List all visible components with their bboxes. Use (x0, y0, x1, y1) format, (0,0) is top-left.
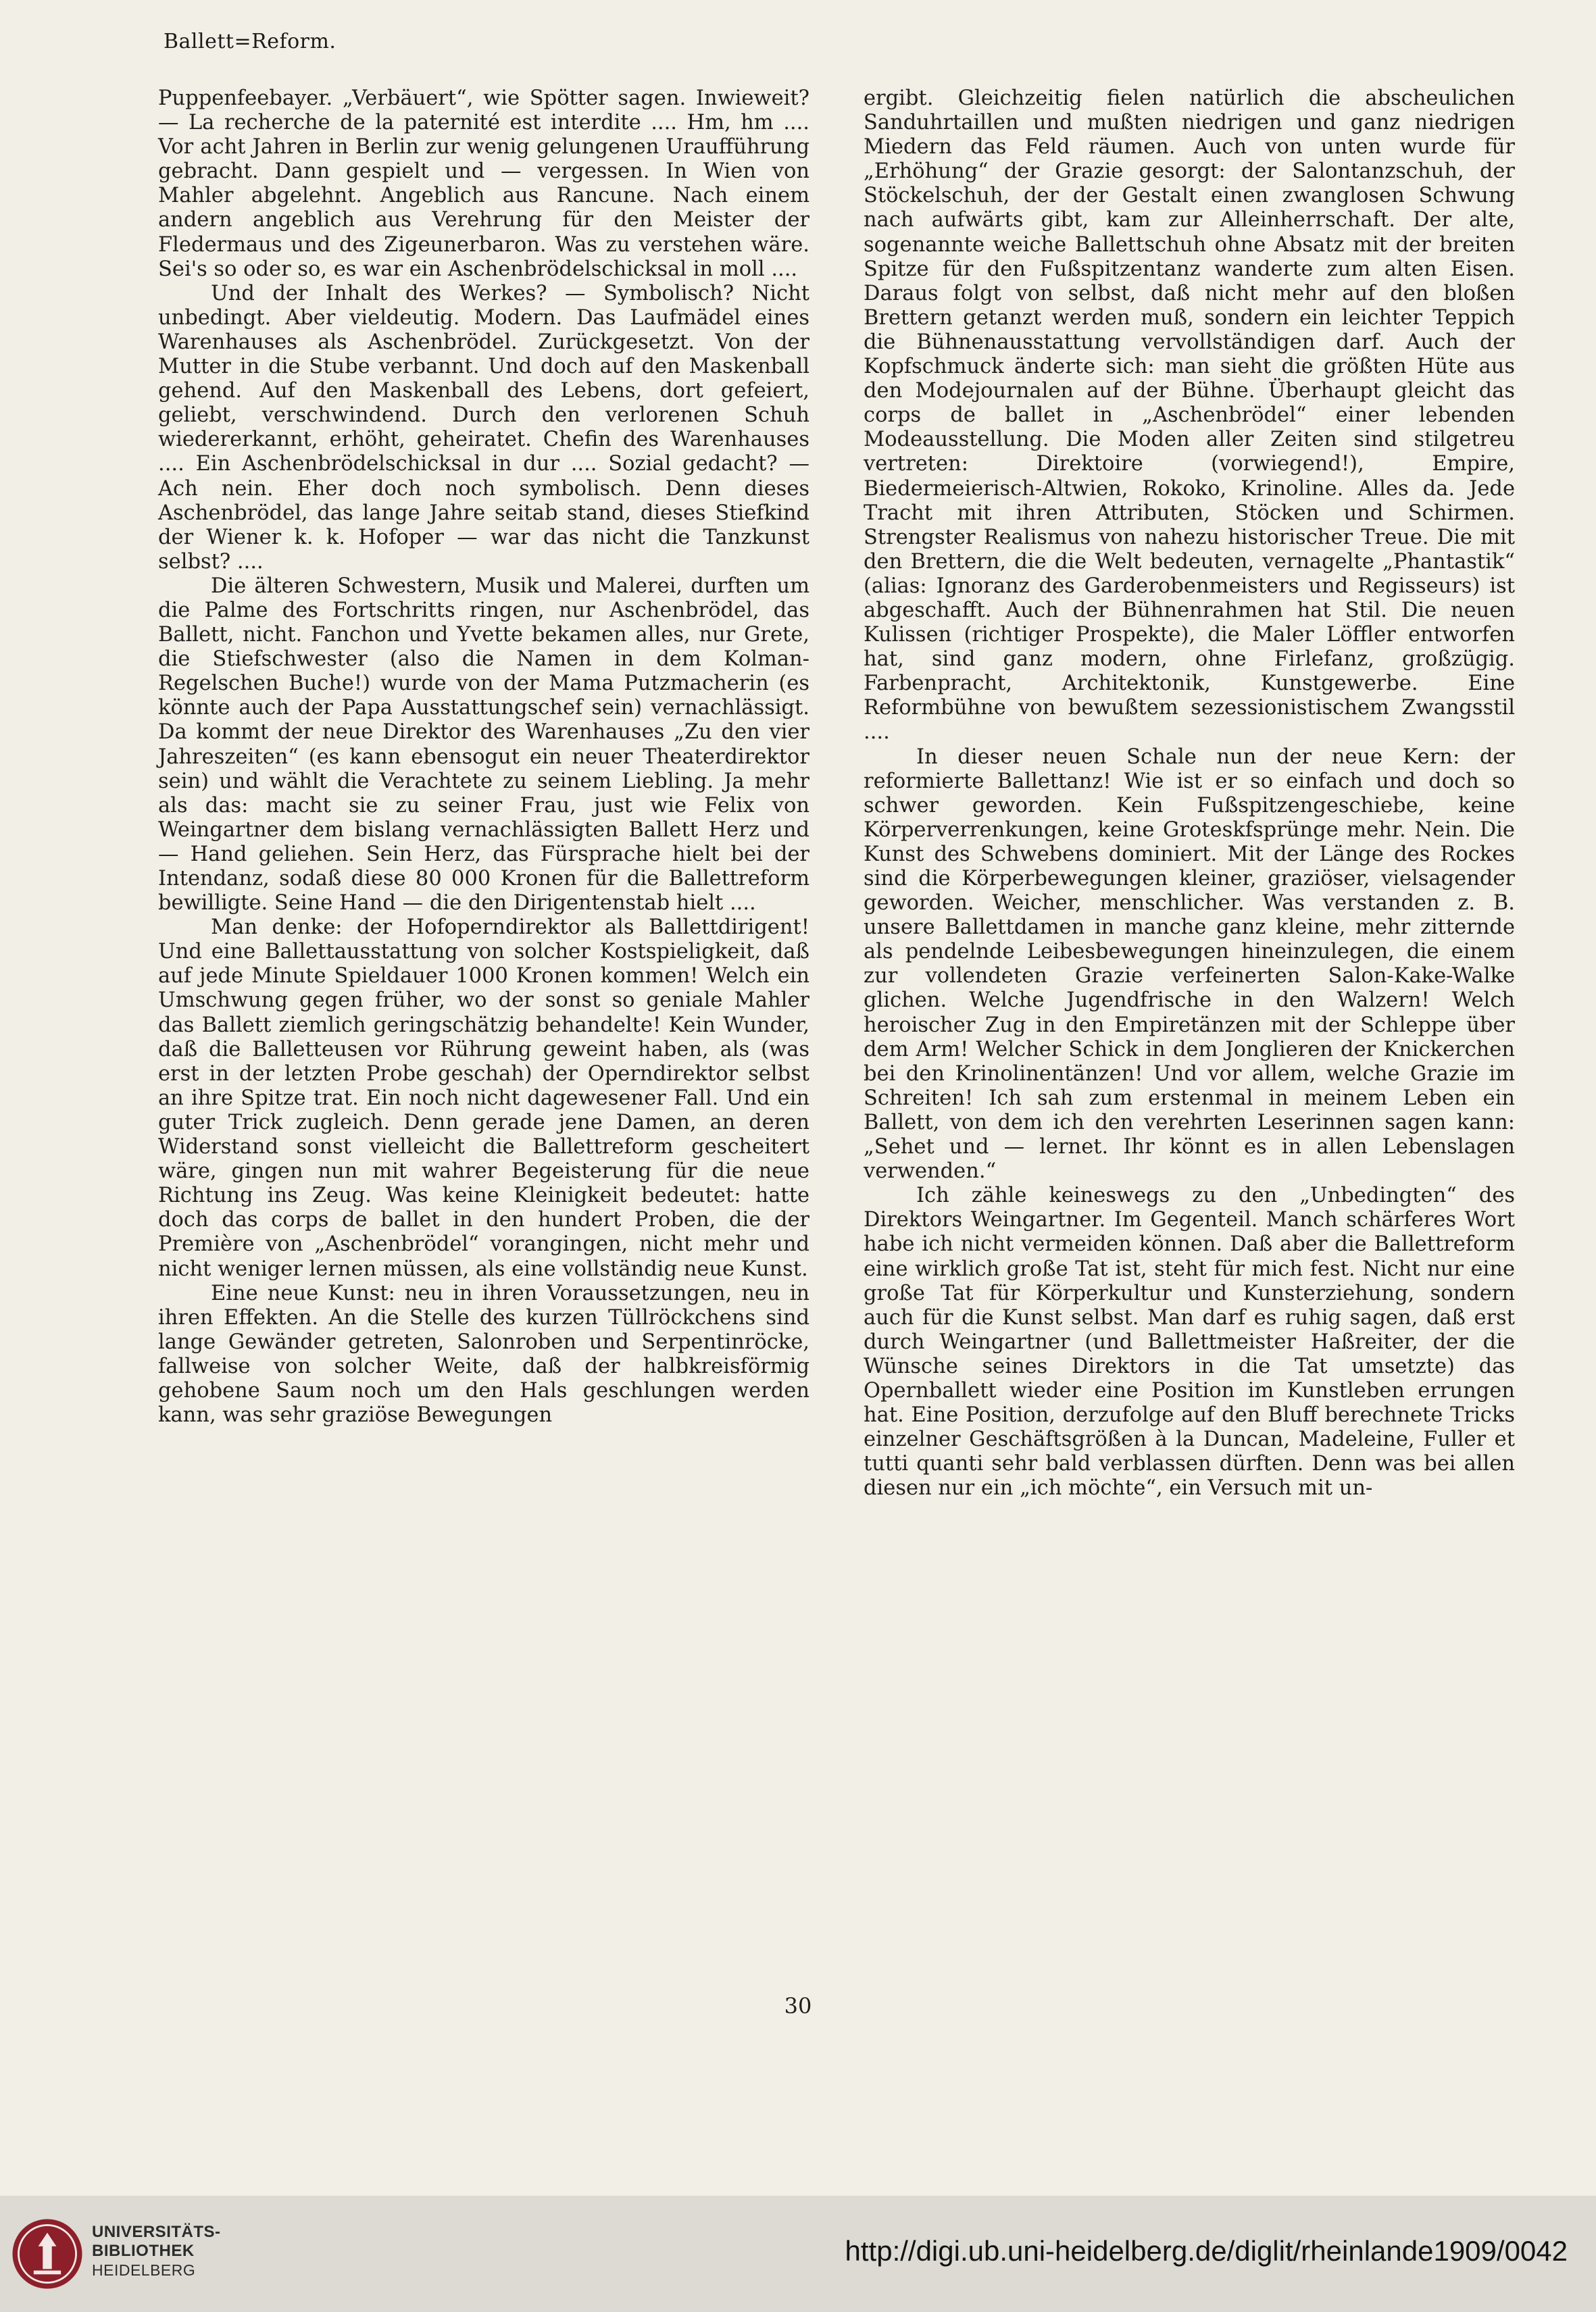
library-city: HEIDELBERG (92, 2261, 196, 2279)
university-seal-icon (9, 2216, 85, 2292)
running-title: Ballett=Reform. (164, 30, 336, 53)
permalink-url[interactable]: http://digi.ub.uni-heidelberg.de/diglit/rheinlande1909/0042 (845, 2235, 1568, 2267)
library-name-line: BIBLIOTHEK (92, 2242, 195, 2260)
paragraph: ergibt. Gleichzeitig fielen natürlich die abscheulichen Sanduhrtaillen und mußten niedrigen und ganz niedrigen Miedern das Feld räumen. Auch von unten wurde für „Erhöhung“ der Grazie gesorgt: der Salontanzschuh, der Stöckelschuh, der der Gestalt einen zwanglosen Schwung nach aufwärts gibt, kam zur Alleinherrschaft. Der alte, sogenannte weiche Ballettschuh ohne Absatz mit der breiten Spitze für den Fußspitzentanz wanderte zum alten Eisen. Daraus folgt von selbst, daß nicht mehr auf den bloßen Brettern getanzt werden muß, sondern ein leichter Teppich die Bühnenausstattung vervollständigen darf. Auch der Kopfschmuck änderte sich: man sieht die größten Hüte aus den Modejournalen auf der Bühne. Überhaupt gleicht das corps de ballet in „Aschenbrödel“ einer lebenden Modeausstellung. Die Moden aller Zeiten sind stilgetreu vertreten: Direktoire (vorwiegend!), Empire, Biedermeierisch-Altwien, Rokoko, Krinoline. Alles da. Jede Tracht mit ihren Attributen, Stöcken und Schirmen. Strengster Realismus von nahezu historischer Treue. Die mit den Brettern, die die Welt bedeuten, vernagelte „Phantastik“ (alias: Ignoranz des Garderobenmeisters und Regisseurs) ist abgeschafft. Auch der Bühnenrahmen hat Stil. Die neuen Kulissen (richtiger Prospekte), die Maler Löffler entworfen hat, sind ganz modern, ohne Firlefanz, großzügig. Farbenpracht, Architektonik, Kunstgewerbe. Eine Reformbühne von bewußtem sezessionistischem Zwangsstil .... (864, 86, 1515, 745)
left-text-column (158, 86, 809, 1428)
library-name-line: UNIVERSITÄTS- (92, 2223, 221, 2241)
right-text-column (864, 86, 1515, 1501)
page-number: 30 (784, 1993, 812, 2019)
library-footer (0, 2196, 1596, 2312)
paragraph: Die älteren Schwestern, Musik und Malerei, durften um die Palme des Fortschritts ringen, nur Aschenbrödel, das Ballett, nicht. Fanchon und Yvette bekamen alles, nur Grete, die Stiefschwester (also die Namen in dem Kolman-Regelschen Buche!) wurde von der Mama Putzmacherin (es könnte auch der Papa Ausstattungschef sein) vernachlässigt. Da kommt der neue Direktor des Warenhauses „Zu den vier Jahreszeiten“ (es kann ebensogut ein neuer Theaterdirektor sein) und wählt die Verachtete zu seinem Liebling. Ja mehr als das: macht sie zu seiner Frau, just wie Felix von Weingartner dem bislang vernachlässigten Ballett Herz und — Hand geliehen. Sein Herz, das Fürsprache hielt bei der Intendanz, sodaß diese 80 000 Kronen für die Ballettreform bewilligte. Seine Hand — die den Dirigentenstab hielt .... (158, 574, 809, 915)
paragraph: Puppenfeebayer. „Verbäuert“, wie Spötter sagen. Inwieweit? — La recherche de la paternité est interdite .... Hm, hm .... Vor acht Jahren in Berlin zur wenig gelungenen Uraufführung gebracht. Dann gespielt und — vergessen. In Wien von Mahler abgelehnt. Angeblich aus Rancune. Nach einem andern angeblich aus Verehrung für den Meister der Fledermaus und des Zigeunerbaron. Was zu verstehen wäre. Sei's so oder so, es war ein Aschenbrödelschicksal in moll .... (158, 86, 809, 281)
paragraph: Eine neue Kunst: neu in ihren Voraussetzungen, neu in ihren Effekten. An die Stelle des kurzen Tüllröckchens sind lange Gewänder getreten, Salonroben und Serpentinröcke, fallweise von solcher Weite, daß der halbkreisförmig gehobene Saum noch um den Hals geschlungen werden kann, was sehr graziöse Bewegungen (158, 1281, 809, 1428)
paragraph: Man denke: der Hofoperndirektor als Ballettdirigent! Und eine Ballettausstattung von solcher Kostspieligkeit, daß auf jede Minute Spieldauer 1000 Kronen kommen! Welch ein Umschwung gegen früher, wo der sonst so geniale Mahler das Ballett ziemlich geringschätzig behandelte! Kein Wunder, daß die Balletteusen vor Rührung geweint haben, als (was erst in der letzten Probe geschah) der Operndirektor selbst an ihre Spitze trat. Ein noch nicht dagewesener Fall. Und ein guter Trick zugleich. Denn gerade jene Damen, an deren Widerstand sonst vielleicht die Ballettreform gescheitert wäre, gingen nun mit wahrer Begeisterung für die neue Richtung ins Zeug. Was keine Kleinigkeit bedeutet: hatte doch das corps de ballet in den hundert Proben, die der Première von „Aschenbrödel“ vorangingen, nicht mehr und nicht weniger lernen müssen, als eine vollständig neue Kunst. (158, 915, 809, 1281)
paragraph: Und der Inhalt des Werkes? — Symbolisch? Nicht unbedingt. Aber vieldeutig. Modern. Das Laufmädel eines Warenhauses als Aschenbrödel. Zurückgesetzt. Von der Mutter in die Stube verbannt. Und doch auf den Maskenball gehend. Auf den Maskenball des Lebens, dort gefeiert, geliebt, verschwindend. Durch den verlorenen Schuh wiedererkannt, erhöht, geheiratet. Chefin des Warenhauses .... Ein Aschenbrödelschicksal in dur .... Sozial gedacht? — Ach nein. Eher doch noch symbolisch. Denn dieses Aschenbrödel, das lange Jahre seitab stand, dieses Stiefkind der Wiener k. k. Hofoper — war das nicht die Tanzkunst selbst? .... (158, 281, 809, 574)
paragraph: In dieser neuen Schale nun der neue Kern: der reformierte Ballettanz! Wie ist er so einfach und doch so schwer geworden. Kein Fußspitzengeschiebe, keine Körperverrenkungen, keine Groteskfsprünge mehr. Nein. Die Kunst des Schwebens dominiert. Mit der Länge des Rockes sind die Körperbewegungen kleiner, graziöser, vielsagender geworden. Weicher, menschlicher. Was verstanden z. B. unsere Ballettdamen in manche ganz kleine, mehr zitternde als pendelnde Leibesbewegungen hineinzulegen, die einem zur vollendeten Grazie verfeinerten Salon-Kake-Walke glichen. Welche Jugendfrische in den Walzern! Welch heroischer Zug in den Empiretänzen mit der Schleppe über dem Arm! Welcher Schick in dem Jonglieren der Knickerchen bei den Krinolinentänzen! Und vor allem, welche Grazie im Schreiten! Ich sah zum erstenmal in meinem Leben ein Ballett, von dem ich den verehrten Leserinnen sagen kann: „Sehet und — lernet. Ihr könnt es in allen Lebenslagen verwenden.“ (864, 745, 1515, 1184)
library-name (92, 2223, 221, 2280)
paragraph: Ich zähle keineswegs zu den „Unbedingten“ des Direktors Weingartner. Im Gegenteil. Manch schärferes Wort habe ich nicht vermeiden können. Daß aber die Ballettreform eine wirklich große Tat ist, steht für mich fest. Nicht nur eine große Tat für Körperkultur und Kunsterziehung, sondern auch für die Kunst selbst. Man darf es ruhig sagen, daß erst durch Weingartner (und Ballettmeister Haßreiter, der die Wünsche seines Direktors in die Tat umsetzte) das Opernballett wieder eine Position im Kunstleben errungen hat. Eine Position, derzufolge auf den Bluff berechnete Tricks einzelner Geschäftsgrößen à la Duncan, Madeleine, Fuller et tutti quanti sehr bald verblassen dürften. Denn was bei allen diesen nur ein „ich möchte“, ein Versuch mit un- (864, 1184, 1515, 1501)
